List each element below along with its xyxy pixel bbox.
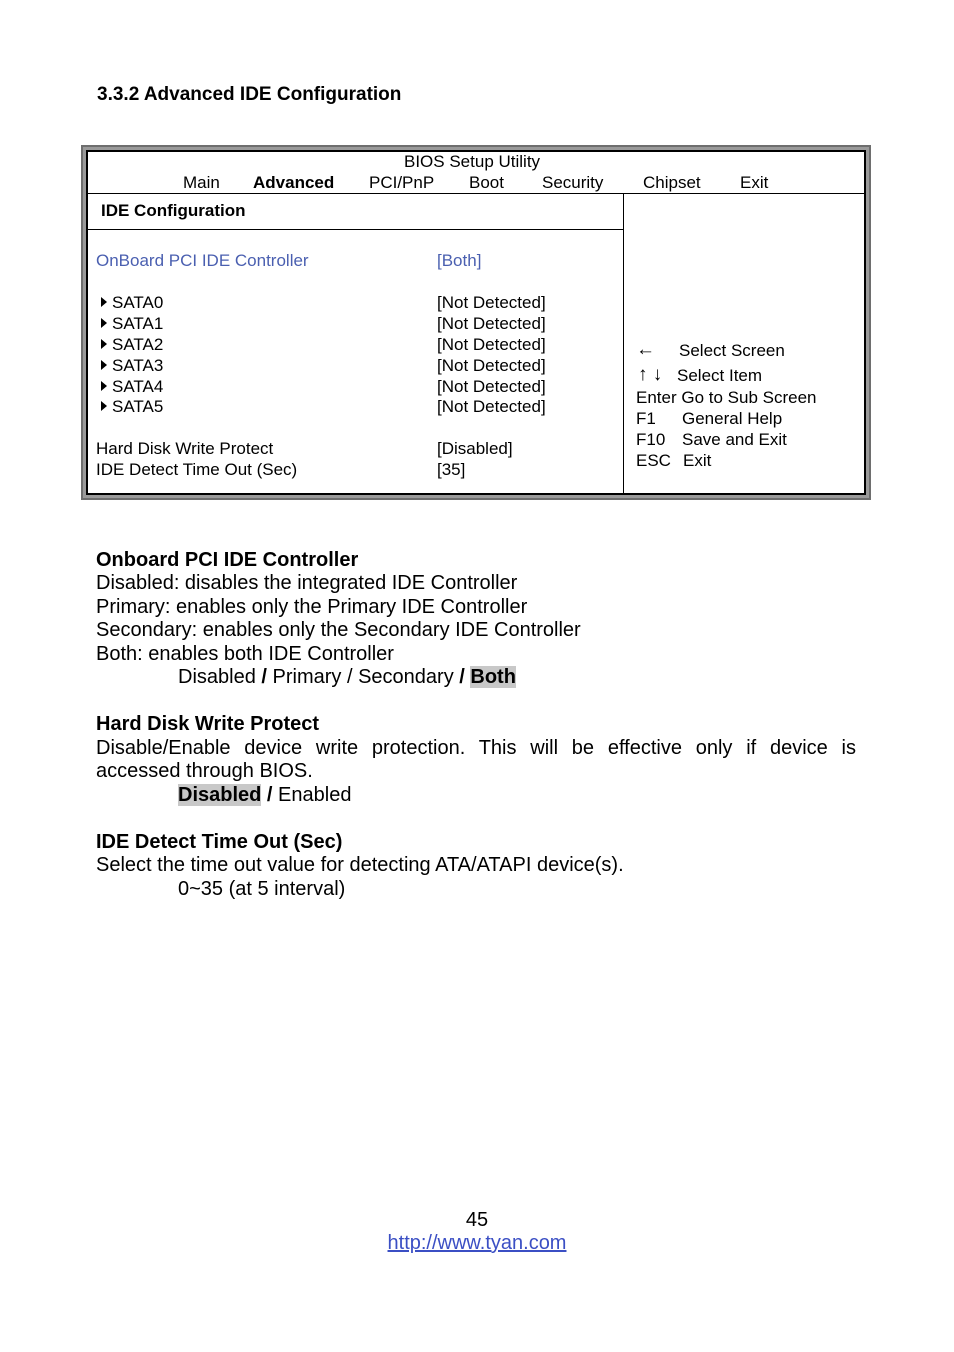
help-divider <box>623 193 624 493</box>
timeout-range: 0~35 (at 5 interval) <box>178 878 346 900</box>
submenu-arrow-icon <box>101 339 107 349</box>
detect-timeout-label[interactable]: IDE Detect Time Out (Sec) <box>96 460 298 479</box>
controller-label[interactable]: OnBoard PCI IDE Controller <box>96 251 309 270</box>
sata1-item[interactable]: SATA1 <box>101 314 163 334</box>
controller-desc-line: Primary: enables only the Primary IDE Controller <box>96 596 528 618</box>
controller-desc-line: Both: enables both IDE Controller <box>96 643 394 665</box>
submenu-arrow-icon <box>101 401 107 411</box>
sata3-value: [Not Detected] <box>437 356 546 375</box>
up-down-arrow-icon: ↑ ↓ <box>638 364 663 385</box>
write-protect-label[interactable]: Hard Disk Write Protect <box>96 439 274 458</box>
footer-url-link[interactable]: http://www.tyan.com <box>387 1232 567 1254</box>
help-esc-key: ESC <box>636 451 671 470</box>
help-f10: Save and Exit <box>682 430 787 449</box>
panel-title: IDE Configuration <box>101 201 246 220</box>
write-protect-value[interactable]: [Disabled] <box>437 439 513 458</box>
default-option: Both <box>470 666 516 688</box>
menu-exit[interactable]: Exit <box>740 173 769 192</box>
sata2-value: [Not Detected] <box>437 335 546 354</box>
help-select-screen: Select Screen <box>679 341 785 360</box>
sata1-value: [Not Detected] <box>437 314 546 333</box>
menu-chipset[interactable]: Chipset <box>643 173 701 192</box>
help-f1: General Help <box>682 409 783 428</box>
sata4-item[interactable]: SATA4 <box>101 377 163 397</box>
help-select-item: Select Item <box>677 366 763 385</box>
write-protect-desc-line: Disable/Enable device write protection. This will be effective only if device is <box>96 737 856 759</box>
timeout-desc-title: IDE Detect Time Out (Sec) <box>96 831 343 853</box>
help-sub-screen: Enter Go to Sub Screen <box>636 388 817 407</box>
menu-pcipnp[interactable]: PCI/PnP <box>369 173 435 192</box>
help-f10-key: F10 <box>636 430 666 449</box>
panel-title-divider <box>88 229 623 230</box>
controller-desc-line: Secondary: enables only the Secondary IDE Controller <box>96 619 581 641</box>
controller-value[interactable]: [Both] <box>437 251 482 270</box>
submenu-arrow-icon <box>101 297 107 307</box>
write-protect-options: Disabled / Enabled <box>178 784 352 806</box>
write-protect-desc-title: Hard Disk Write Protect <box>96 713 320 735</box>
sata0-value: [Not Detected] <box>437 293 546 312</box>
bios-title: BIOS Setup Utility <box>404 152 541 171</box>
menu-security[interactable]: Security <box>542 173 604 192</box>
detect-timeout-value[interactable]: [35] <box>437 460 466 479</box>
sata5-item[interactable]: SATA5 <box>101 397 163 417</box>
section-heading: 3.3.2 Advanced IDE Configuration <box>97 84 402 105</box>
timeout-desc-line: Select the time out value for detecting ATA/ATAPI device(s). <box>96 854 624 876</box>
menu-advanced[interactable]: Advanced <box>253 173 335 192</box>
submenu-arrow-icon <box>101 381 107 391</box>
write-protect-desc-line: accessed through BIOS. <box>96 760 313 782</box>
sata3-item[interactable]: SATA3 <box>101 356 163 376</box>
submenu-arrow-icon <box>101 318 107 328</box>
sata4-value: [Not Detected] <box>437 377 546 396</box>
sata0-item[interactable]: SATA0 <box>101 293 163 313</box>
controller-desc-title: Onboard PCI IDE Controller <box>96 549 359 571</box>
page-number: 45 <box>465 1209 489 1231</box>
sata2-item[interactable]: SATA2 <box>101 335 163 355</box>
menu-divider <box>88 193 864 194</box>
sata5-value: [Not Detected] <box>437 397 546 416</box>
controller-options: Disabled / Primary / Secondary / Both <box>178 666 516 688</box>
submenu-arrow-icon <box>101 360 107 370</box>
default-option: Disabled <box>178 784 262 806</box>
menu-boot[interactable]: Boot <box>469 173 504 192</box>
menu-main[interactable]: Main <box>183 173 220 192</box>
left-arrow-icon: ← <box>636 339 655 360</box>
help-esc: Exit <box>683 451 712 470</box>
help-f1-key: F1 <box>636 409 656 428</box>
controller-desc-line: Disabled: disables the integrated IDE Controller <box>96 572 518 594</box>
